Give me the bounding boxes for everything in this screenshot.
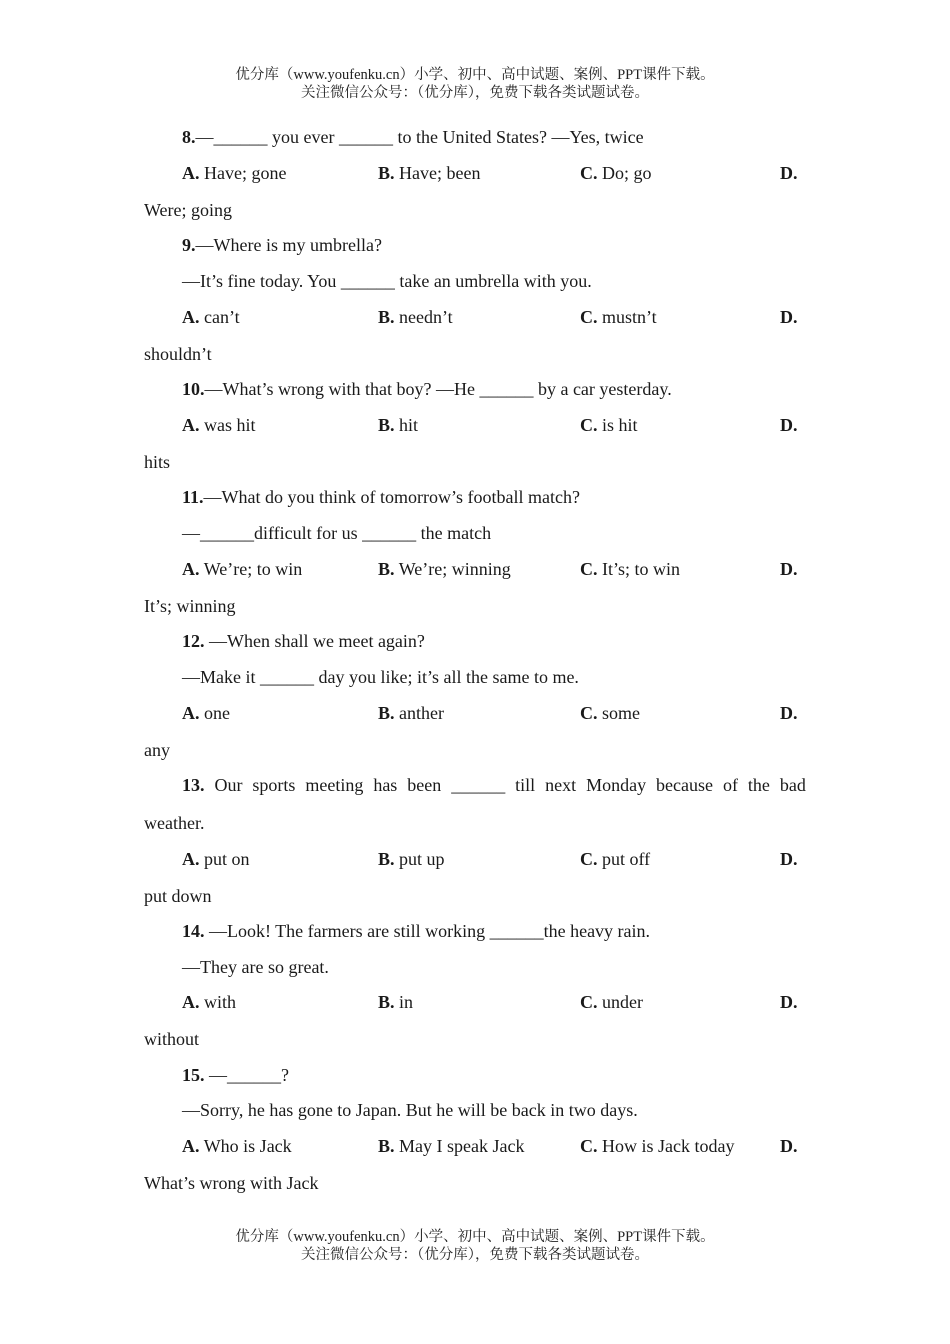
question-13-stem: 13. Our sports meeting has been ______ till next Monday because of the bad <box>182 775 806 795</box>
question-number: 8. <box>182 127 196 147</box>
question-number: 12. <box>182 631 205 651</box>
option-d-text: put down <box>144 886 212 906</box>
footer-line-2: 关注微信公众号：（优分库），免费下载各类试题试卷。 <box>301 1247 649 1263</box>
option-b: B. We’re; winning <box>378 559 511 579</box>
page-footer <box>0 1228 950 1264</box>
question-9-stem: 9.—Where is my umbrella? <box>182 235 382 255</box>
option-d-label: D. <box>780 415 798 435</box>
question-11-stem: 11.—What do you think of tomorrow’s football match? <box>182 487 580 507</box>
option-d-text: What’s wrong with Jack <box>144 1173 319 1193</box>
option-b: B. May I speak Jack <box>378 1136 525 1156</box>
option-c: C. some <box>580 703 640 723</box>
option-a: A. Who is Jack <box>182 1136 292 1156</box>
question-14-stem-2: —They are so great. <box>182 957 329 977</box>
footer-line-1: 优分库（www.youfenku.cn）小学、初中、高中试题、案例、PPT课件下载。 <box>235 1229 715 1245</box>
option-d-label: D. <box>780 1136 798 1156</box>
option-b: B. put up <box>378 849 445 869</box>
option-d-label: D. <box>780 849 798 869</box>
option-a: A. was hit <box>182 415 256 435</box>
question-9-stem-2: —It’s fine today. You ______ take an umbrella with you. <box>182 271 592 291</box>
option-c: C. is hit <box>580 415 638 435</box>
question-number: 15. <box>182 1065 205 1085</box>
question-15-stem: 15. —______? <box>182 1065 289 1085</box>
question-number: 13. <box>182 775 205 795</box>
header-line-1: 优分库（www.youfenku.cn）小学、初中、高中试题、案例、PPT课件下载。 <box>235 67 715 83</box>
question-12-stem-2: —Make it ______ day you like; it’s all the same to me. <box>182 667 579 687</box>
question-10-stem: 10.—What’s wrong with that boy? —He ______ by a car yesterday. <box>182 379 672 399</box>
option-c: C. mustn’t <box>580 307 657 327</box>
option-a: A. Have; gone <box>182 163 287 183</box>
question-number: 10. <box>182 379 205 399</box>
option-c: C. put off <box>580 849 651 869</box>
question-14-stem: 14. —Look! The farmers are still working ______the heavy rain. <box>182 921 651 941</box>
question-13-stem-cont: weather. <box>144 813 205 833</box>
option-c: C. Do; go <box>580 163 652 183</box>
option-d-label: D. <box>780 307 798 327</box>
option-b: B. Have; been <box>378 163 481 183</box>
option-a: A. We’re; to win <box>182 559 303 579</box>
option-a: A. put on <box>182 849 250 869</box>
question-12-stem: 12. —When shall we meet again? <box>182 631 425 651</box>
question-number: 14. <box>182 921 205 941</box>
option-b: B. needn’t <box>378 307 453 327</box>
option-d-label: D. <box>780 559 798 579</box>
option-b: B. hit <box>378 415 419 435</box>
option-a: A. one <box>182 703 230 723</box>
option-d-label: D. <box>780 163 798 183</box>
question-number: 9. <box>182 235 196 255</box>
page-header <box>0 66 950 102</box>
option-d-text: It’s; winning <box>144 596 236 616</box>
option-c: C. under <box>580 992 643 1012</box>
option-d-text: without <box>144 1029 200 1049</box>
option-b: B. in <box>378 992 414 1012</box>
option-c: C. How is Jack today <box>580 1136 735 1156</box>
question-number: 11. <box>182 487 204 507</box>
question-15-stem-2: —Sorry, he has gone to Japan. But he will be back in two days. <box>182 1100 638 1120</box>
question-11-stem-2: —______difficult for us ______ the match <box>182 523 492 543</box>
option-d-label: D. <box>780 703 798 723</box>
option-c: C. It’s; to win <box>580 559 681 579</box>
option-d-label: D. <box>780 992 798 1012</box>
option-b: B. anther <box>378 703 444 723</box>
option-a: A. can’t <box>182 307 240 327</box>
option-d-text: shouldn’t <box>144 344 212 364</box>
option-d-text: any <box>144 740 170 760</box>
option-d-text: Were; going <box>144 200 233 220</box>
header-line-2: 关注微信公众号：（优分库），免费下载各类试题试卷。 <box>301 85 649 101</box>
option-a: A. with <box>182 992 237 1012</box>
option-d-text: hits <box>144 452 171 472</box>
question-8-stem: 8.—______ you ever ______ to the United States? —Yes, twice <box>182 127 644 147</box>
